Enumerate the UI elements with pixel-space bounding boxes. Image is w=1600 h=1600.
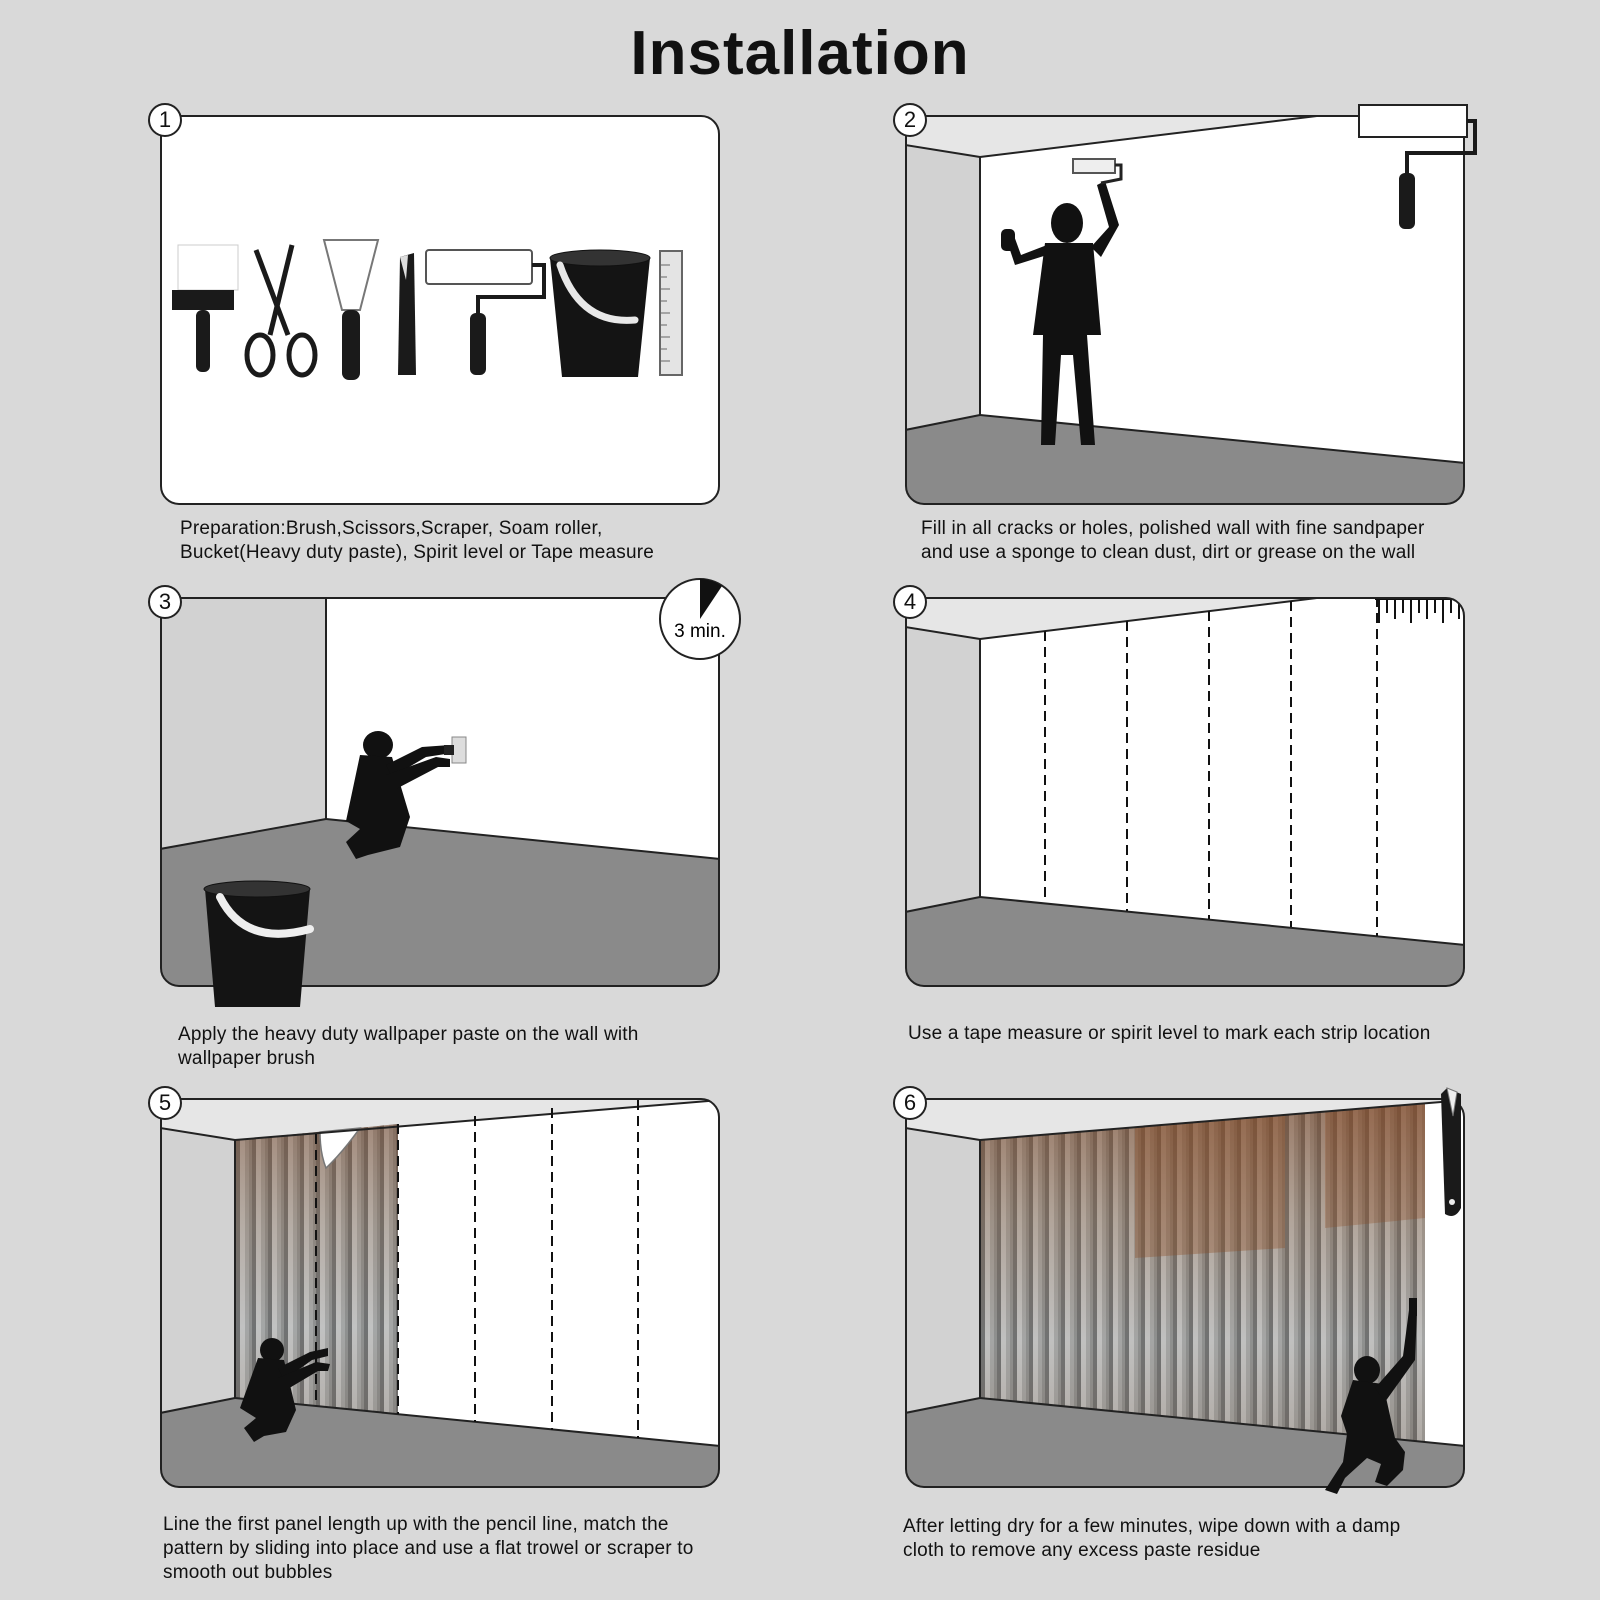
timer-label: 3 min. bbox=[674, 621, 726, 642]
step-3-scene bbox=[160, 597, 726, 987]
step-5-panel bbox=[158, 1090, 720, 1488]
step-4-panel bbox=[903, 589, 1465, 987]
step-3-caption: Apply the heavy duty wallpaper paste on the wall with wallpaper brush bbox=[178, 1024, 639, 1069]
bucket-icon bbox=[550, 250, 650, 377]
step-6-number-badge: 6 bbox=[893, 1086, 927, 1120]
page-title: Installation bbox=[630, 19, 970, 88]
step-5-number-badge: 5 bbox=[148, 1086, 182, 1120]
spirit-level-icon bbox=[660, 251, 682, 375]
step-6-scene bbox=[905, 1098, 1465, 1488]
timer-icon bbox=[660, 579, 740, 659]
step-1-caption: Preparation:Brush,Scissors,Scraper, Soam roller, Bucket(Heavy duty paste), Spirit level or Tape measure bbox=[180, 518, 655, 563]
step-5-caption: Line the first panel length up with the pencil line, match the pattern by sliding into place and use a flat trowel or scraper to smooth out bubbles bbox=[163, 1514, 694, 1583]
step-2-caption: Fill in all cracks or holes, polished wall with fine sandpaper and use a sponge to clean dust, dirt or grease on the wall bbox=[921, 518, 1425, 563]
step-6-caption: After letting dry for a few minutes, wipe down with a damp cloth to remove any excess paste residue bbox=[903, 1516, 1401, 1561]
step-5-scene bbox=[160, 1098, 720, 1488]
step-4-caption: Use a tape measure or spirit level to mark each strip location bbox=[908, 1023, 1431, 1044]
step-6-panel bbox=[903, 1090, 1465, 1488]
step-1-number-badge: 1 bbox=[148, 103, 182, 137]
step-2-scene bbox=[905, 115, 1465, 505]
step-1-scene bbox=[160, 115, 720, 505]
step-2-panel bbox=[903, 107, 1465, 505]
step-3-number-badge: 3 bbox=[148, 585, 182, 619]
bucket-icon bbox=[204, 881, 310, 1007]
step-1-panel bbox=[158, 107, 720, 505]
step-4-number-badge: 4 bbox=[893, 585, 927, 619]
step-3-panel bbox=[158, 589, 726, 987]
step-4-scene bbox=[905, 597, 1465, 987]
utility-knife-icon bbox=[398, 253, 416, 375]
step-2-number-badge: 2 bbox=[893, 103, 927, 137]
